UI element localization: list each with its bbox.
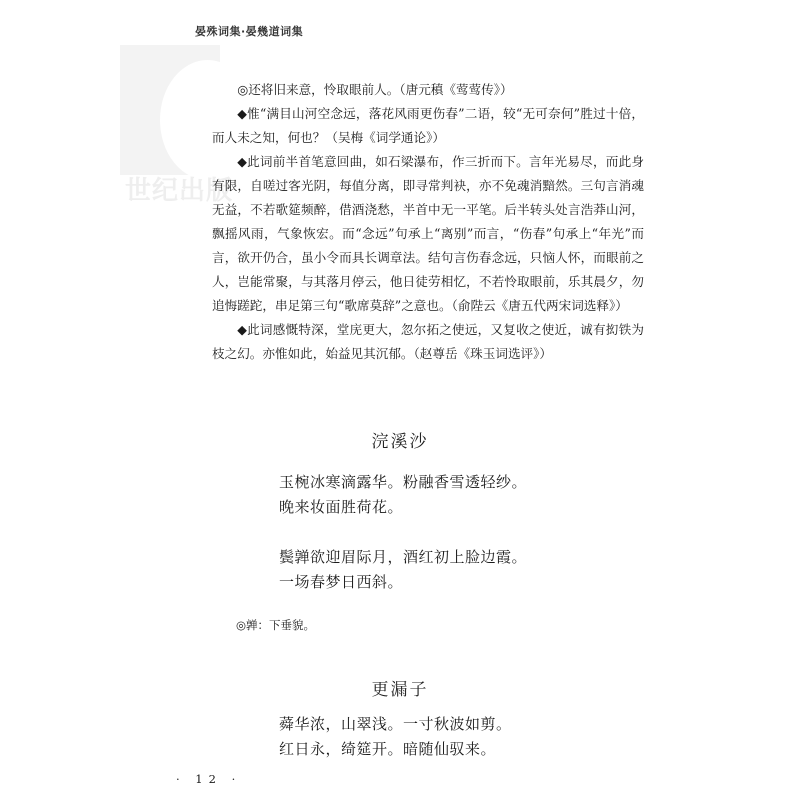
running-header: 晏殊词集·晏幾道词集 [195, 25, 304, 38]
verse-line: 蕣华浓，山翠浅。一寸秋波如剪。 [279, 715, 512, 733]
commentary-paragraph: ◎还将旧来意，怜取眼前人。（唐元稹《莺莺传》） [237, 82, 513, 97]
verse-line: 一场春梦日西斜。 [279, 573, 404, 591]
poem-stanza-1 [279, 712, 512, 762]
verse-line: 晚来妆面胜荷花。 [279, 498, 404, 516]
diamond-marker-icon: ◆ [237, 106, 248, 121]
publisher-watermark-text: 世纪出版 [125, 176, 234, 206]
verse-line: 红日永，绮筵开。暗随仙驭来。 [279, 740, 497, 758]
verse-line: 玉椀冰寒滴露华。粉融香雪透轻纱。 [279, 473, 528, 491]
poem-stanza-2 [279, 545, 527, 595]
commentary-block [212, 78, 644, 366]
circle-marker-icon: ◎ [237, 82, 249, 97]
commentary-paragraph: ◆此词感慨特深，堂庑更大，忽尔拓之使远，又复收之使近，诚有抝铁为枝之幻。亦惟如此，始益见其沉郁。（赵尊岳《珠玉词选评》） [212, 322, 645, 361]
page-number: · 12 · [176, 772, 242, 786]
poem-title: 更漏子 [371, 680, 429, 700]
poem-stanza-1 [279, 470, 527, 520]
poem-annotation: ◎亸：下垂貌。 [236, 618, 316, 632]
verse-line: 鬓亸欲迎眉际月，酒红初上脸边霞。 [279, 548, 528, 566]
poem-title: 浣溪沙 [371, 432, 429, 452]
commentary-paragraph: ◆惟“满目山河空念远，落花风雨更伤春”二语，较“无可奈何”胜过十倍，而人未之知，何也？（吴梅《词学通论》） [212, 106, 644, 145]
commentary-paragraph: ◆此词前半首笔意回曲，如石梁瀑布，作三折而下。言年光易尽，而此身有限，自嗟过客光阴，每值分离，即寻常判袂，亦不免魂消黯然。三句言消魂无益，不若歌筵频醉，借酒浇愁，半首中无一平笔。后半转头处言浩莽山河，飘摇风雨，气象恢宏。而“念远”句承上“离别”而言，“伤春”句承上“年光”而言，欲开仍合，虽小令而具长调章法。结句言伤春念远，只恼人怀，而眼前之人，岂能常聚，与其落月停云，他日徒劳相忆，不若怜取眼前，乐其晨夕，勿追悔蹉跎，串足第三句“歌席莫辞”之意也。（俞陛云《唐五代两宋词选释》） [212, 154, 645, 313]
diamond-marker-icon: ◆ [237, 154, 248, 169]
diamond-marker-icon: ◆ [237, 322, 248, 337]
